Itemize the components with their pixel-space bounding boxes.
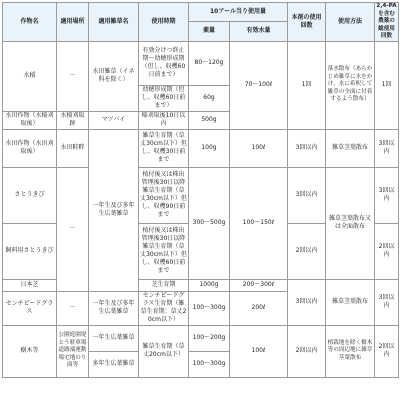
method-cell: 雑草茎葉散布 <box>326 279 375 325</box>
timing-cell: センチピードグラス生育期（雑草生育期：草丈20cm以下） <box>139 291 189 325</box>
crop-cell: さとうきび <box>3 167 57 223</box>
drug-cell: 1000g <box>189 279 230 291</box>
drug-cell: 100～200g <box>189 325 230 351</box>
location-cell: － <box>57 167 89 291</box>
weeds-cell: 一年生及び多年生広葉雑草 <box>89 129 139 291</box>
location-cell: － <box>57 291 89 325</box>
header-times-this: 本剤の使用回数 <box>288 3 326 42</box>
header-timing: 使用時期 <box>139 3 189 42</box>
method-cell: 落水散布（あらかじめ雑草に水をかけ、水に希釈して雑草の全面に付着するよう散布） <box>326 41 375 129</box>
timing-cell: 雑草生育期（草丈30cm以下）但し、収穫30日前まで <box>139 129 189 167</box>
header-weeds: 適用雑草名 <box>89 3 139 42</box>
water-cell: 100ℓ <box>230 129 288 167</box>
location-cell: － <box>57 41 89 111</box>
drug-cell: 500g <box>189 111 230 129</box>
method-cell: 雑草茎葉散布 <box>326 129 375 167</box>
times-cell: 2回以内 <box>288 223 326 279</box>
timing-cell: 芝生育期 <box>139 279 189 291</box>
drug-cell: 100g <box>189 129 230 167</box>
weeds-cell: 水田雑草（イネ科を除く） <box>89 41 139 111</box>
times-cell: 2回以内 <box>288 325 326 377</box>
crop-cell: 水稲 <box>3 41 57 111</box>
timing-cell: 植付後又は株出管理後30日以降雑草生育期（草丈30cm以下）但し、収穫60日前まで <box>139 223 189 279</box>
crop-cell: センチピードグラス <box>3 291 57 325</box>
water-cell: 200ℓ <box>230 291 288 325</box>
crop-cell: 水田作物（水稲刈取後） <box>3 111 57 129</box>
total-cell: 1回 <box>375 41 399 129</box>
times-cell: 3回以内 <box>288 167 326 223</box>
water-cell: 100～150ℓ <box>230 167 288 279</box>
crop-cell: 水田作物（水田刈取後） <box>3 129 57 167</box>
timing-cell: 稲刈取後10日以内 <box>139 111 189 129</box>
drug-cell: 80～120g <box>189 41 230 85</box>
location-cell: 公園庭園堤とう駐車場道路端運動場宅地のり面等 <box>57 325 89 377</box>
header-crop: 作物名 <box>3 3 57 42</box>
header-per10a: 10アール当り使用量 <box>189 3 288 22</box>
drug-cell: 300～500g <box>189 167 230 279</box>
drug-cell: 100～300g <box>189 291 230 325</box>
crop-cell: 樹木等 <box>3 325 57 377</box>
header-location: 適用場所 <box>57 3 89 42</box>
header-method: 使用方法 <box>326 3 375 42</box>
water-cell: 70～100ℓ <box>230 41 288 129</box>
drug-cell: 100～300g <box>189 351 230 377</box>
header-times-total: 2,4-PAを含む農薬の総使用回数 <box>376 3 397 39</box>
weeds-cell: 多年生広葉雑草 <box>89 351 139 377</box>
times-cell: 1回 <box>288 41 326 129</box>
weeds-cell: 一年生広葉雑草 <box>89 325 139 351</box>
water-cell: 200～300ℓ <box>230 279 288 291</box>
times-cell: 3回以内 <box>288 279 326 325</box>
timing-cell: 雑草生育期（草丈20cm以下） <box>139 325 189 377</box>
weeds-cell: マツバイ <box>89 111 139 129</box>
total-cell: 2回以内 <box>375 325 399 377</box>
usage-table <box>2 2 399 378</box>
weeds-cell: 一年生及び多年生広葉雑草 <box>89 291 139 325</box>
crop-cell: 日本芝 <box>3 279 57 291</box>
total-cell: 2回以内 <box>375 223 399 279</box>
total-cell: 3回以内 <box>375 129 399 167</box>
header-drug: 薬量 <box>189 22 230 41</box>
water-cell: 100ℓ <box>230 325 288 377</box>
drug-cell: 60g <box>189 85 230 111</box>
times-cell: 3回以内 <box>288 129 326 167</box>
method-cell: 植栽地を除く樹木等の周辺地に雑草茎葉散布 <box>326 325 375 377</box>
crop-cell: 飼料用さとうきび <box>3 223 57 279</box>
timing-cell: 植付後又は株出管理後30日以降雑草生育期（草丈30cm以下）但し、収穫90日前まで <box>139 167 189 223</box>
location-cell: 水稲刈取跡 <box>57 111 89 129</box>
location-cell: 水田畦畔 <box>57 129 89 167</box>
header-water: 有効水量 <box>230 22 288 41</box>
timing-cell: 幼穂形成期（但し、収穫60日前まで） <box>139 85 189 111</box>
total-cell: 3回以内 <box>375 279 399 325</box>
total-cell: 3回以内 <box>375 167 399 223</box>
method-cell: 雑草茎葉散布又は全面散布 <box>326 167 375 279</box>
timing-cell: 有効分けつ終止期～幼穂形成期（但し、収穫60日前まで） <box>139 41 189 85</box>
